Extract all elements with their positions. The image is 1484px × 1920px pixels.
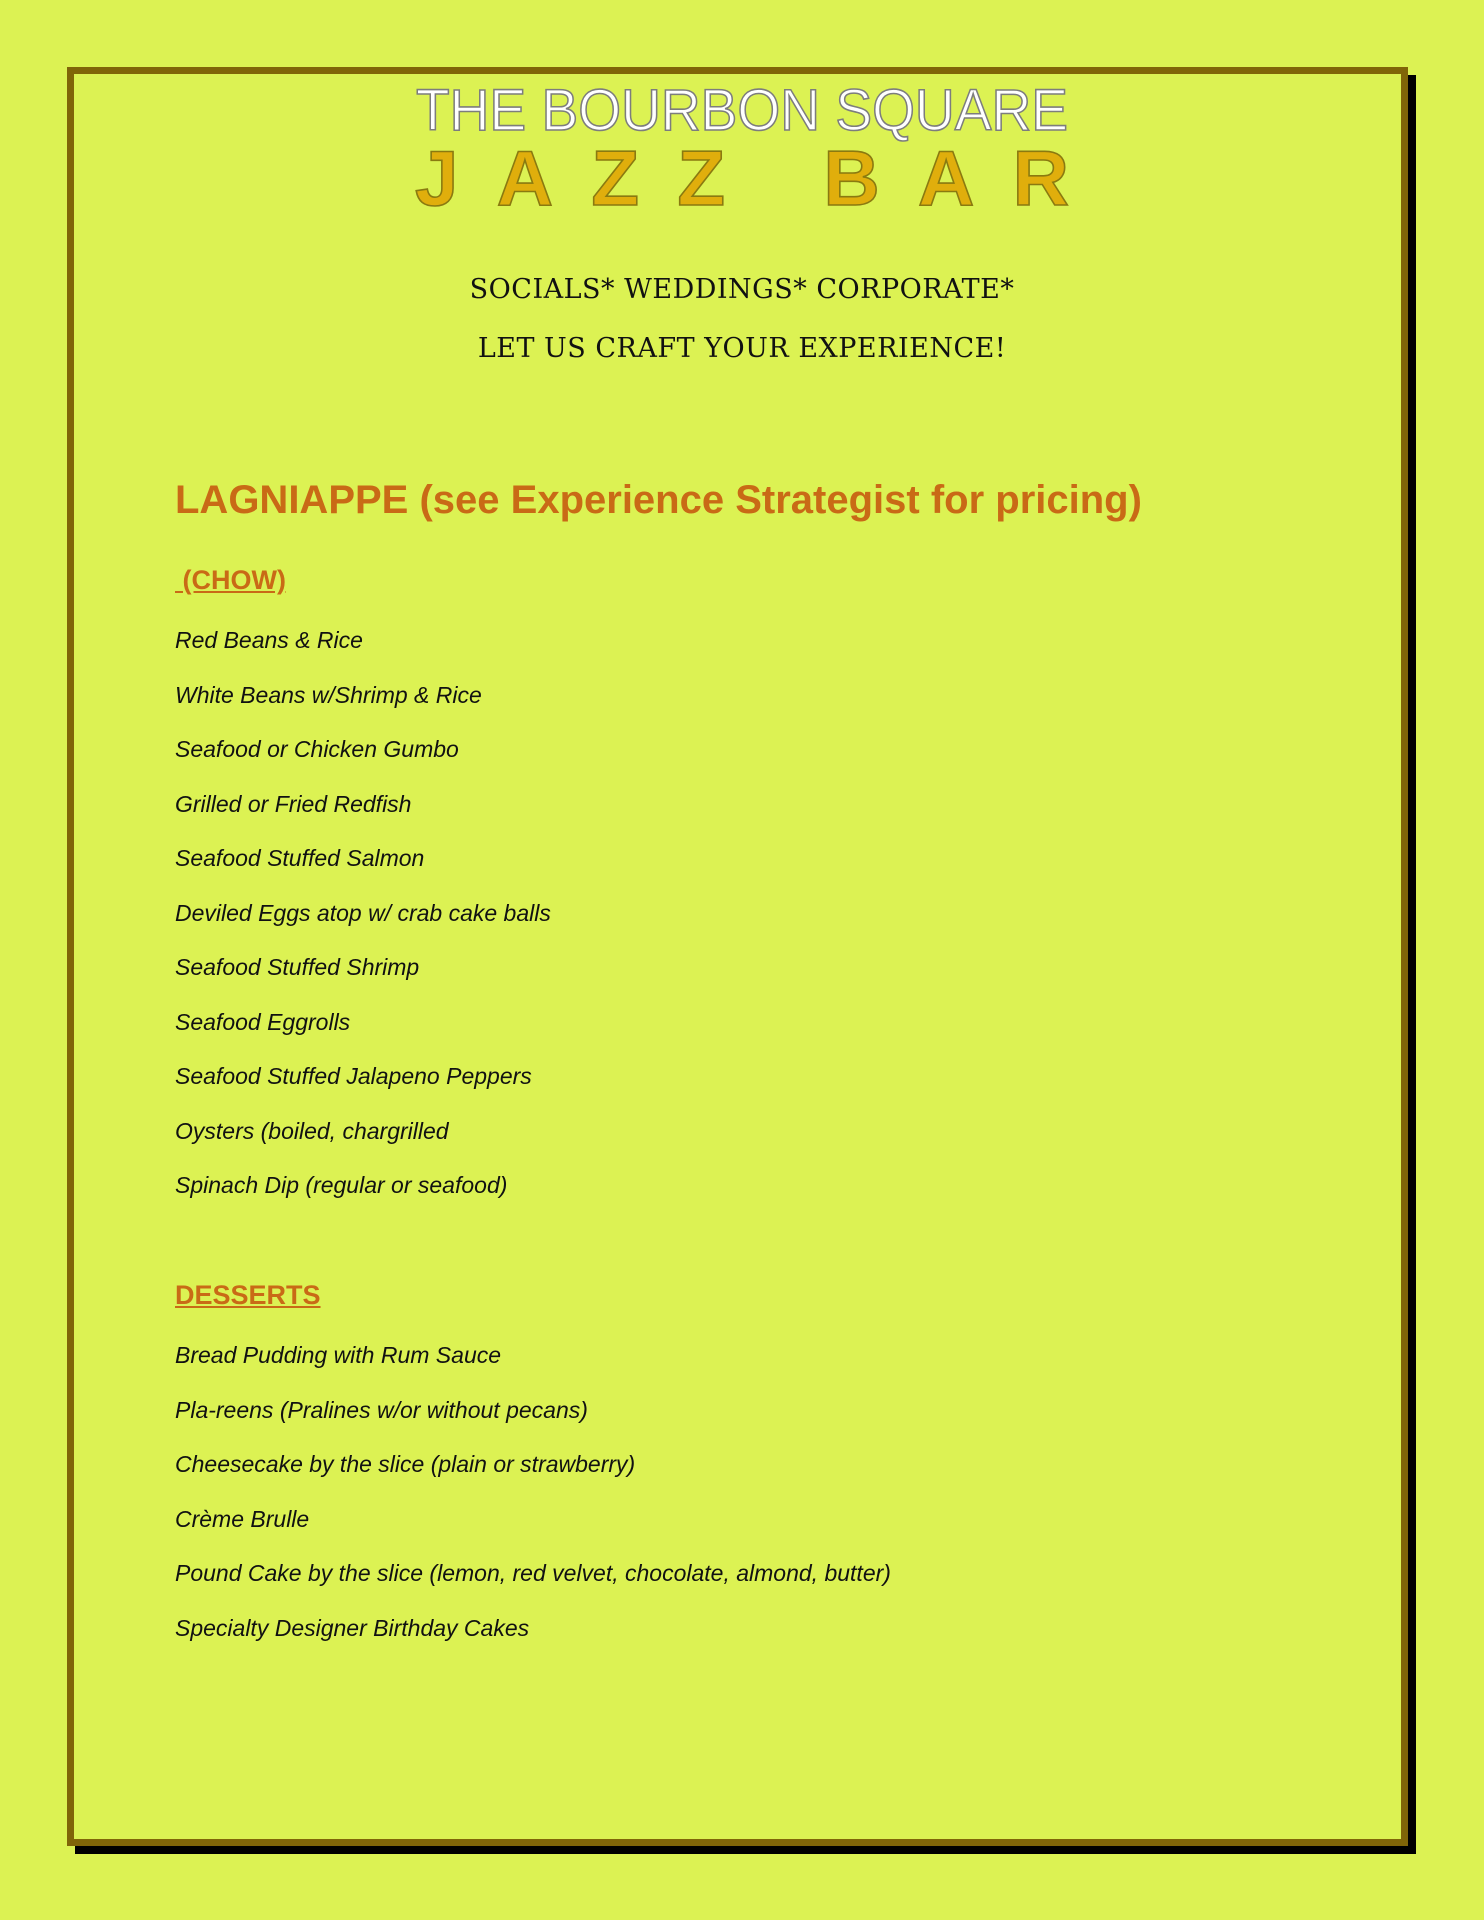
- list-item: Deviled Eggs atop w/ crab cake balls: [175, 899, 551, 926]
- list-item: Seafood or Chicken Gumbo: [175, 736, 459, 762]
- desserts-list: [175, 1340, 891, 1667]
- list-item: Specialty Designer Birthday Cakes: [175, 1614, 530, 1641]
- list-item: Red Beans & Rice: [175, 627, 363, 653]
- tagline-slogan: LET US CRAFT YOUR EXPERIENCE!: [477, 333, 1007, 364]
- tagline-services: SOCIALS* WEDDINGS* CORPORATE*: [469, 274, 1015, 305]
- chow-list: [175, 625, 551, 1225]
- logo-line-1: THE BOURBON SQUARE: [416, 78, 1068, 143]
- list-item: Grilled or Fried Redfish: [175, 790, 412, 817]
- list-item: Spinach Dip (regular or seafood): [175, 1172, 508, 1198]
- list-item: Seafood Stuffed Jalapeno Peppers: [175, 1063, 532, 1089]
- list-item: Pound Cake by the slice (lemon, red velvet, chocolate, almond, butter): [175, 1560, 891, 1586]
- bar-logo: [0, 0, 1484, 230]
- list-item: Seafood Stuffed Salmon: [175, 845, 425, 871]
- list-item: Cheesecake by the slice (plain or strawberry): [175, 1451, 636, 1477]
- list-item: Seafood Stuffed Shrimp: [175, 954, 420, 980]
- list-item: Oysters (boiled, chargrilled: [175, 1117, 449, 1144]
- chow-heading: (CHOW): [175, 565, 286, 595]
- menu-title: LAGNIAPPE (see Experience Strategist for pricing): [175, 478, 1142, 522]
- list-item: Crème Brulle: [175, 1505, 310, 1532]
- logo-line-2: JAZZ BAR: [415, 134, 1069, 222]
- list-item: Seafood Eggrolls: [175, 1008, 351, 1035]
- desserts-heading: DESSERTS: [175, 1280, 321, 1310]
- list-item: White Beans w/Shrimp & Rice: [175, 681, 482, 708]
- list-item: Bread Pudding with Rum Sauce: [175, 1342, 502, 1368]
- list-item: Pla-reens (Pralines w/or without pecans): [175, 1396, 588, 1423]
